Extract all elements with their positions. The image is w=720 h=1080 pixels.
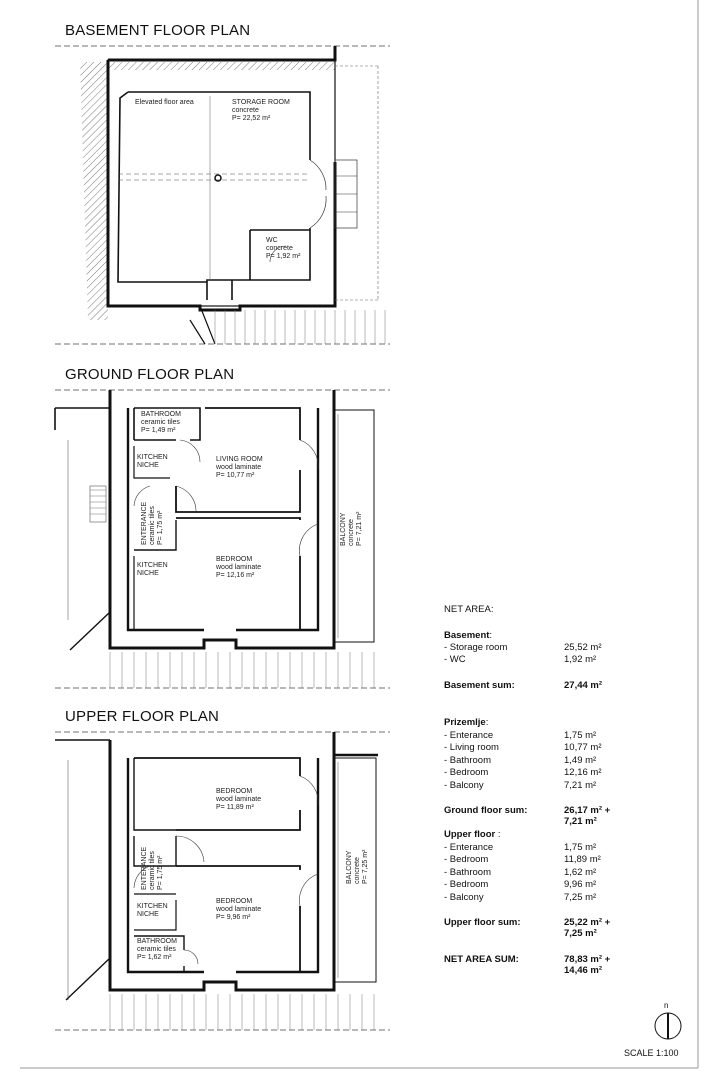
scale-label: SCALE 1:100 [624, 1048, 679, 1058]
room-label-upper-bedroom2: BEDROOM wood laminate P= 9,96 m² [216, 898, 262, 921]
net-area-row: - Balcony 7,21 m² [444, 779, 597, 791]
room-label-wc: WC concrete P= 1,92 m² [266, 237, 301, 260]
ground-title: GROUND FLOOR PLAN [65, 366, 235, 383]
north-label: n [664, 1001, 669, 1010]
net-area-basement-heading: Basement: [444, 630, 493, 641]
net-area-row: - Balcony 7,25 m² [444, 891, 597, 903]
north-arrow-icon [655, 1013, 681, 1039]
basement-title: BASEMENT FLOOR PLAN [65, 22, 251, 39]
net-area-row: - Bathroom 1,49 m² [444, 754, 597, 766]
net-area-upper-sum: Upper floor sum: 25,22 m² + 7,25 m² [444, 917, 611, 939]
room-label-storage: STORAGE ROOM concrete P= 22,52 m² [232, 99, 290, 122]
room-label-ground-living: LIVING ROOM wood laminate P= 10,77 m² [216, 456, 263, 479]
room-label-upper-balcony: BALCONY concrete P= 7,25 m² [346, 849, 369, 884]
room-label-upper-bathroom: BATHROOM ceramic tiles P= 1,62 m² [137, 938, 177, 961]
net-area-row: - Enterance 1,75 m² [444, 842, 597, 853]
net-area-row: - Bedroom 12,16 m² [444, 767, 602, 779]
room-label-upper-bedroom1: BEDROOM wood laminate P= 11,89 m² [216, 788, 262, 811]
upper-title: UPPER FLOOR PLAN [65, 708, 220, 725]
net-area-row: - Bathroom 1,62 m² [444, 866, 597, 878]
net-area-row: - Bedroom 9,96 m² [444, 879, 597, 891]
net-area-ground-heading: Prizemlje: [444, 717, 489, 728]
room-label-upper-kitchen: KITCHEN NICHE [137, 903, 168, 918]
room-label-ground-entrance: ENTERANCE ceramic tiles P= 1,75 m² [141, 501, 164, 545]
basement-plan [55, 46, 390, 344]
net-area-title: NET AREA: [444, 604, 494, 615]
room-label-ground-bedroom: BEDROOM wood laminate P= 12,16 m² [216, 556, 262, 579]
net-area-ground-sum: Ground floor sum: 26,17 m² + 7,21 m² [444, 805, 611, 827]
net-area-row: - WC 1,92 m² [444, 654, 597, 666]
room-label-ground-balcony: BALCONY concrete P= 7,21 m² [340, 511, 363, 546]
room-label-elevated: Elevated floor area [135, 99, 194, 106]
room-label-ground-bathroom: BATHROOM ceramic tiles P= 1,49 m² [141, 411, 181, 434]
room-label-upper-entrance: ENTERANCE ceramic tiles P= 1,75 m² [141, 846, 164, 890]
net-area-row: - Storage room 25,52 m² [444, 642, 602, 653]
net-area-row: - Living room 10,77 m² [444, 742, 602, 754]
room-label-ground-kitchen-top: KITCHEN NICHE [137, 454, 168, 469]
net-area-row: - Enterance 1,75 m² [444, 730, 597, 741]
net-area-upper-heading: Upper floor : [444, 829, 501, 840]
room-label-ground-kitchen-bottom: KITCHEN NICHE [137, 562, 168, 577]
upper-plan [55, 732, 390, 1030]
net-area-total: NET AREA SUM: 78,83 m² + 14,46 m² [444, 954, 611, 976]
net-area-basement-sum: Basement sum: 27,44 m² [444, 680, 603, 691]
net-area-row: - Bedroom 11,89 m² [444, 854, 601, 866]
